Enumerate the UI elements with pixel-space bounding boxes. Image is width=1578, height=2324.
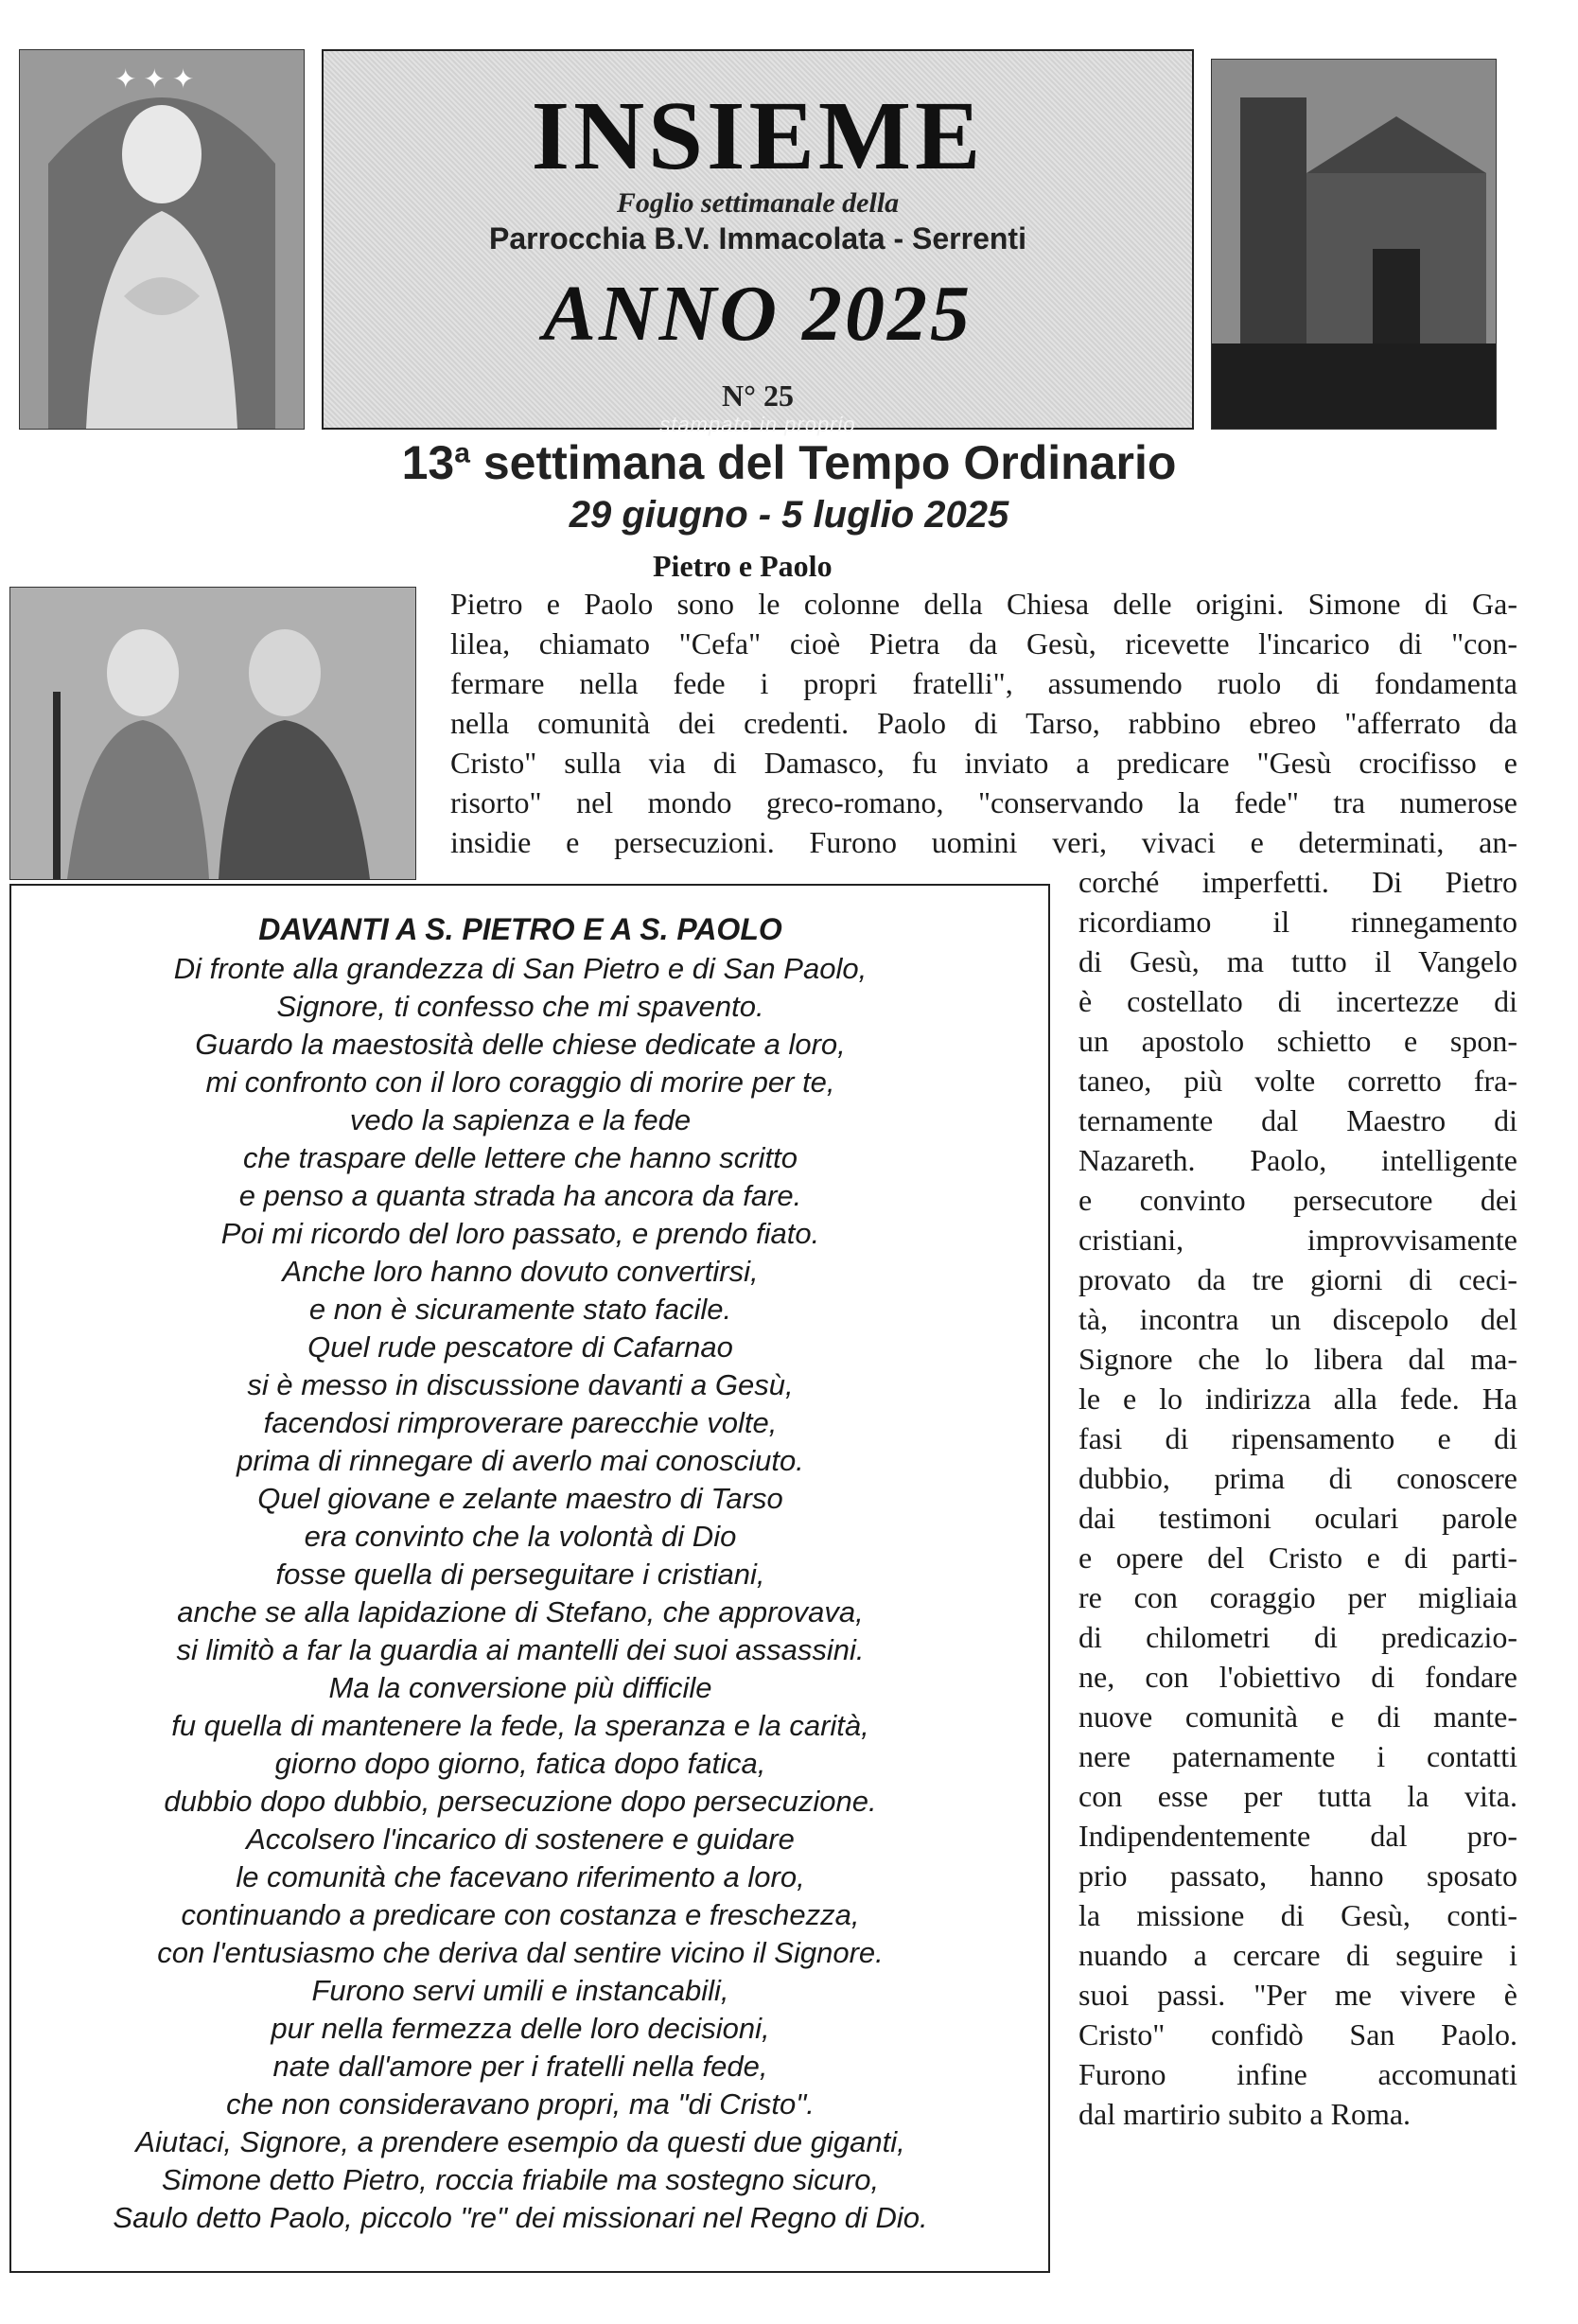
prayer-line: le comunità che facevano riferimento a loro, xyxy=(236,1860,805,1893)
parish-name: Parrocchia B.V. Immacolata - Serrenti xyxy=(489,221,1026,255)
prayer-line: Ma la conversione più difficile xyxy=(328,1671,712,1704)
article-line: Cristo" confidò San Paolo. xyxy=(1078,2017,1517,2051)
article-line: di Gesù, ma tutto il Vangelo xyxy=(1078,944,1517,978)
prayer-line: Furono servi umili e instancabili, xyxy=(311,1974,729,2007)
prayer-line: Aiutaci, Signore, a prendere esempio da questi due giganti, xyxy=(135,2125,905,2158)
article-line: risorto" nel mondo greco-romano, "conservando la fede" tra numerose xyxy=(450,785,1517,819)
prayer-line: facendosi rimproverare parecchie volte, xyxy=(263,1406,778,1439)
article-line: corché imperfetti. Di Pietro xyxy=(1078,865,1517,899)
church-image xyxy=(1211,59,1497,430)
newsletter-subtitle: Foglio settimanale della xyxy=(616,187,900,219)
article-line: cristiani, improvvisamente xyxy=(1078,1223,1517,1257)
week-heading xyxy=(0,435,1578,490)
article-line: dai testimoni oculari parole xyxy=(1078,1501,1517,1535)
article-line: suoi passi. "Per me vivere è xyxy=(1078,1978,1517,2012)
prayer-line: Poi mi ricordo del loro passato, e prendo fiato. xyxy=(220,1217,820,1250)
article-line: ne, con l'obiettivo di fondare xyxy=(1078,1660,1517,1694)
article-line: nuove comunità e di mante- xyxy=(1078,1699,1517,1734)
article-line: nuando a cercare di seguire i xyxy=(1078,1938,1517,1972)
masthead xyxy=(322,49,1194,436)
article-line: Nazareth. Paolo, intelligente xyxy=(1078,1143,1517,1177)
prayer-line: prima di rinnegare di averlo mai conosciuto. xyxy=(237,1444,804,1477)
prayer-line: Guardo la maestosità delle chiese dedicate a loro, xyxy=(195,1028,846,1061)
article-line: prio passato, hanno sposato xyxy=(1078,1858,1517,1893)
article-line: tà, incontra un discepolo del xyxy=(1078,1302,1517,1336)
article-line: Furono infine accomunati xyxy=(1078,2057,1517,2091)
article-line: fasi di ripensamento e di xyxy=(1078,1421,1517,1455)
prayer-line: si limitò a far la guardia ai mantelli dei suoi assassini. xyxy=(176,1633,865,1666)
prayer-line: era convinto che la volontà di Dio xyxy=(304,1520,737,1553)
prayer-line: mi confronto con il loro coraggio di morire per te, xyxy=(205,1065,835,1099)
prayer-line: vedo la sapienza e la fede xyxy=(349,1103,692,1136)
article-line: le e lo indirizza alla fede. Ha xyxy=(1078,1382,1517,1416)
article-line: nere paternamente i contatti xyxy=(1078,1739,1517,1773)
prayer-line: nate dall'amore per i fratelli nella fede, xyxy=(272,2050,768,2083)
printed-note: stampato in proprio xyxy=(659,413,856,436)
article-line: lilea, chiamato "Cefa" cioè Pietra da Gesù, ricevette l'incarico di "con- xyxy=(450,626,1517,660)
prayer-line: Signore, ti confesso che mi spavento. xyxy=(276,990,764,1023)
article-line: Indipendentemente dal pro- xyxy=(1078,1819,1517,1853)
article-line: dubbio, prima di conoscere xyxy=(1078,1461,1517,1495)
issue-number: N° 25 xyxy=(722,379,794,413)
prayer-line: Quel rude pescatore di Cafarnao xyxy=(307,1330,733,1364)
article-line: nella comunità dei credenti. Paolo di Tarso, rabbino ebreo "afferrato da xyxy=(450,706,1517,740)
week-ordinal: 13 xyxy=(401,436,455,489)
saints-image xyxy=(9,587,416,880)
prayer-line: Anche loro hanno dovuto convertirsi, xyxy=(282,1255,759,1288)
prayer-line: che non consideravano propri, ma "di Cristo". xyxy=(226,2087,815,2121)
prayer-line: e non è sicuramente stato facile. xyxy=(308,1293,732,1326)
article-line: ternamente dal Maestro di xyxy=(1078,1103,1517,1137)
prayer-line: continuando a predicare con costanza e freschezza, xyxy=(181,1898,860,1931)
prayer-line: e penso a quanta strada ha ancora da fare. xyxy=(238,1179,802,1212)
prayer-line: Accolsero l'incarico di sostenere e guidare xyxy=(246,1822,795,1856)
week-title-text: settimana del Tempo Ordinario xyxy=(469,436,1177,489)
article-line: re con coraggio per migliaia xyxy=(1078,1580,1517,1614)
article-line: provato da tre giorni di ceci- xyxy=(1078,1262,1517,1296)
article-line: ricordiamo il rinnegamento xyxy=(1078,905,1517,939)
article-line: Pietro e Paolo sono le colonne della Chiesa delle origini. Simone di Ga- xyxy=(450,587,1517,621)
week-ordinal-suffix: a xyxy=(454,437,470,469)
prayer-line: Saulo detto Paolo, piccolo "re" dei missionari nel Regno di Dio. xyxy=(113,2201,928,2234)
prayer-line: anche se alla lapidazione di Stefano, che approvava, xyxy=(177,1595,864,1629)
article-line: insidie e persecuzioni. Furono uomini veri, vivaci e determinati, an- xyxy=(450,825,1517,859)
prayer-line: con l'entusiasmo che deriva dal sentire vicino il Signore. xyxy=(157,1936,884,1969)
article-line: la missione di Gesù, conti- xyxy=(1078,1898,1517,1932)
article-line: di chilometri di predicazio- xyxy=(1078,1620,1517,1654)
year-label: ANNO 2025 xyxy=(542,270,973,358)
prayer-line: dubbio dopo dubbio, persecuzione dopo persecuzione. xyxy=(164,1785,877,1818)
prayer-title: DAVANTI A S. PIETRO E A S. PAOLO xyxy=(258,912,782,946)
article-line: e convinto persecutore dei xyxy=(1078,1183,1517,1217)
prayer-line: pur nella fermezza delle loro decisioni, xyxy=(271,2012,770,2045)
article-line: e opere del Cristo e di parti- xyxy=(1078,1541,1517,1575)
prayer-line: fu quella di mantenere la fede, la speranza e la carità, xyxy=(171,1709,869,1742)
prayer-line: si è messo in discussione davanti a Gesù, xyxy=(247,1368,794,1401)
article-line: dal martirio subito a Roma. xyxy=(1078,2097,1411,2131)
article-line: un apostolo schietto e spon- xyxy=(1078,1024,1517,1058)
prayer-line: che traspare delle lettere che hanno scritto xyxy=(243,1141,798,1174)
prayer-line: fosse quella di perseguitare i cristiani, xyxy=(275,1558,765,1591)
prayer-line: Quel giovane e zelante maestro di Tarso xyxy=(257,1482,783,1515)
madonna-image xyxy=(19,49,305,430)
newsletter-title: INSIEME xyxy=(531,81,985,190)
article-line: Cristo" sulla via di Damasco, fu inviato a predicare "Gesù crocifisso e xyxy=(450,746,1517,780)
article-line: fermare nella fede i propri fratelli", assumendo ruolo di fondamenta xyxy=(450,666,1517,700)
prayer-line: Simone detto Pietro, roccia friabile ma sostegno sicuro, xyxy=(161,2163,880,2196)
article-title: Pietro e Paolo xyxy=(653,549,833,583)
week-dates: 29 giugno - 5 luglio 2025 xyxy=(569,494,1009,536)
prayer-line: giorno dopo giorno, fatica dopo fatica, xyxy=(274,1747,766,1780)
svg-text:✦ ✦ ✦: ✦ ✦ ✦ xyxy=(114,65,195,95)
article-line: taneo, più volte corretto fra- xyxy=(1078,1064,1517,1098)
article-line: Signore che lo libera dal ma- xyxy=(1078,1342,1517,1376)
prayer-line: Di fronte alla grandezza di San Pietro e di San Paolo, xyxy=(173,952,868,985)
article-line: con esse per tutta la vita. xyxy=(1078,1779,1517,1813)
article-line: è costellato di incertezze di xyxy=(1078,984,1517,1018)
